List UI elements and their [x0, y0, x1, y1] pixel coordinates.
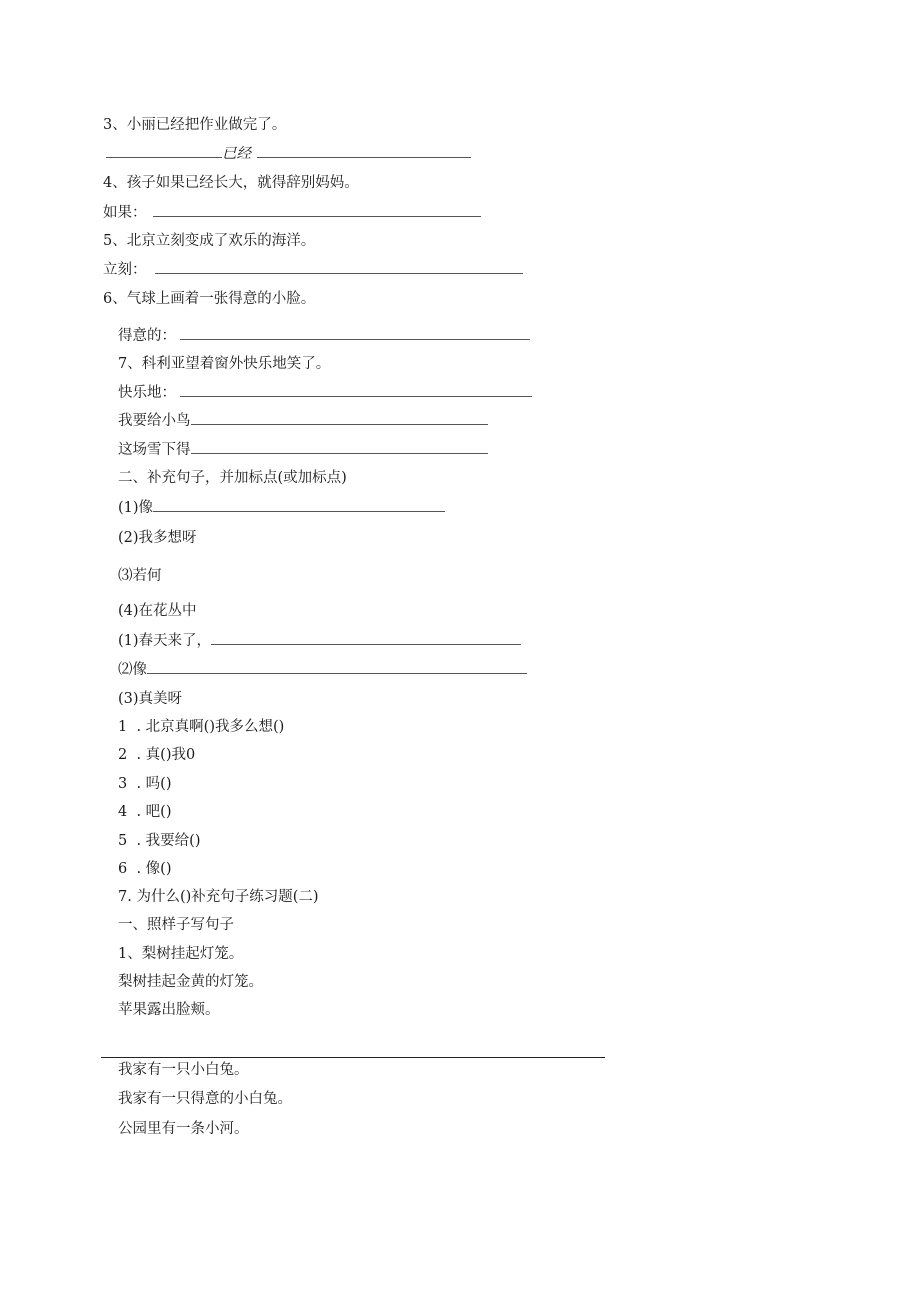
question-3-answer-line [106, 144, 471, 164]
question-4-label: 如果： [103, 205, 147, 221]
section-2-b2 [118, 660, 527, 680]
extra-sentence-2 [118, 440, 488, 460]
blank [153, 499, 445, 512]
extra-sentence-1 [118, 411, 488, 431]
extra-sentence-2-text: 这场雪下得 [118, 442, 191, 458]
question-7-label: 快乐地： [118, 385, 176, 401]
example-2: 我家有一只小白兔。 [118, 1062, 249, 1078]
question-6-answer-line [118, 326, 530, 346]
blank [147, 661, 527, 674]
punctuation-item-1: 1 . 北京真啊()我多么想() [118, 719, 285, 735]
section-2-a1 [118, 498, 445, 518]
question-6: 6、气球上画着一张得意的小脸。 [103, 291, 316, 307]
punctuation-item-5: 5 . 我要给() [118, 833, 201, 849]
section-2-a2: (2)我多想呀 [118, 530, 197, 546]
example-2-task: 公园里有一条小河。 [118, 1121, 249, 1137]
question-7-answer-line [118, 383, 532, 403]
blank [191, 441, 488, 454]
punctuation-item-2: 2 . 真()我0 [118, 747, 196, 763]
question-5-label: 立刻： [103, 262, 147, 278]
example-1-model: 梨树挂起金黄的灯笼。 [118, 974, 263, 990]
section-2-b2-text: ⑵像 [118, 662, 147, 678]
section-1-title: 一、照样子写句子 [118, 917, 234, 933]
blank [155, 261, 523, 274]
example-1-task: 苹果露出脸颊。 [118, 1002, 220, 1018]
question-6-label: 得意的： [118, 328, 176, 344]
blank [180, 327, 530, 340]
blank [180, 384, 532, 397]
section-2-b1-text: (1)春天来了， [118, 633, 212, 649]
question-4-answer-line [103, 203, 481, 223]
punctuation-item-7: 7. 为什么()补充句子练习题(二) [118, 889, 319, 905]
answer-rule [101, 1057, 605, 1058]
blank [211, 632, 521, 645]
example-2-model: 我家有一只得意的小白兔。 [118, 1091, 292, 1107]
punctuation-item-4: 4 . 吧() [118, 804, 172, 820]
question-5-answer-line [103, 260, 523, 280]
blank [191, 412, 488, 425]
section-2-a1-text: (1)像 [118, 500, 154, 516]
question-5: 5、北京立刻变成了欢乐的海洋。 [103, 233, 316, 249]
section-2-a3: ⑶若何 [118, 568, 162, 584]
question-3: 3、小丽已经把作业做完了。 [103, 117, 287, 133]
section-2-b3: (3)真美呀 [118, 691, 183, 707]
question-4: 4、孩子如果已经长大，就得辞别妈妈。 [103, 175, 359, 191]
section-2-a4: (4)在花丛中 [118, 603, 197, 619]
extra-sentence-1-text: 我要给小鸟 [118, 413, 191, 429]
blank [257, 145, 471, 158]
section-2-title: 二、补充句子，并加标点(或加标点) [118, 470, 347, 486]
punctuation-item-3: 3 . 吗() [118, 776, 172, 792]
blank [106, 145, 222, 158]
question-7: 7、科利亚望着窗外快乐地笑了。 [118, 356, 331, 372]
blank [153, 204, 481, 217]
punctuation-item-6: 6 . 像() [118, 861, 172, 877]
question-3-keyword: 已经 [222, 146, 251, 162]
example-1: 1、梨树挂起灯笼。 [118, 946, 244, 962]
section-2-b1 [118, 631, 521, 651]
